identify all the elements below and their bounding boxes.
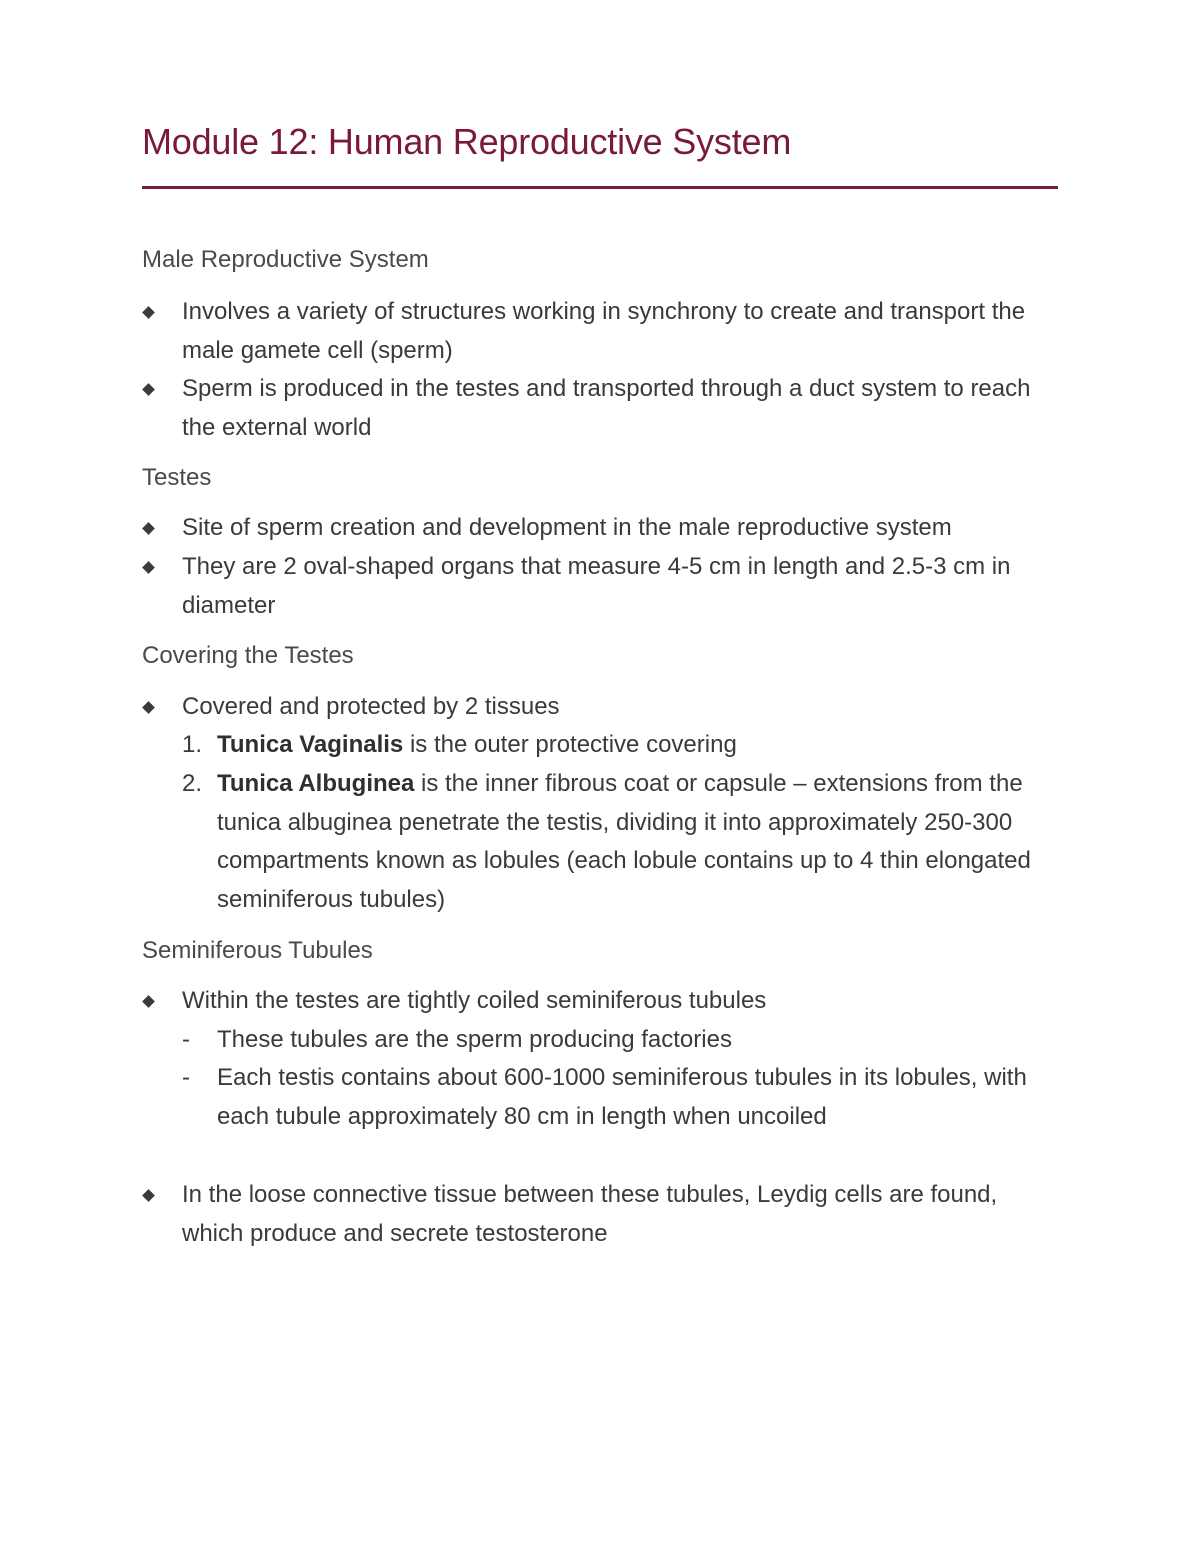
dash-marker: - <box>182 1026 190 1053</box>
dash-item-text: Each testis contains about 600-1000 seminiferous tubules in its lobules, with each tubule approximately 80 cm in length when uncoiled <box>217 1064 1027 1130</box>
list-item-text: In the loose connective tissue between these tubules, Leydig cells are found, which produce and secrete testosterone <box>182 1181 998 1247</box>
dash-item-text: These tubules are the sperm producing factories <box>217 1026 732 1053</box>
section-heading-male-reproductive-system: Male Reproductive System <box>142 246 429 273</box>
section-heading-seminiferous-tubules: Seminiferous Tubules <box>142 937 373 964</box>
bullet-diamond-icon <box>142 306 155 319</box>
bullet-diamond-icon <box>142 522 155 535</box>
section-heading-testes: Testes <box>142 464 212 491</box>
list-number: 2. <box>182 770 203 797</box>
page-title: Module 12: Human Reproductive System <box>142 121 792 162</box>
numbered-item-text <box>217 765 1057 919</box>
bullet-diamond-icon <box>142 701 155 714</box>
numbered-item-text <box>217 726 1057 765</box>
term-description: is the outer protective covering <box>403 731 737 758</box>
section-heading-covering-the-testes: Covering the Testes <box>142 642 354 669</box>
term-description: is the inner fibrous coat or capsule – extensions from the tunica albuginea penetrate the testis, dividing it into approximately 250-300 compartments known as lobules (each lobule contains up to 4 thin elongated seminiferous tubules) <box>217 770 1031 913</box>
bullet-diamond-icon <box>142 995 155 1008</box>
list-item-text: Sperm is produced in the testes and transported through a duct system to reach the external world <box>182 375 1031 441</box>
list-number: 1. <box>182 731 203 758</box>
list-item-text: Covered and protected by 2 tissues <box>182 693 560 720</box>
list-item-text: Within the testes are tightly coiled seminiferous tubules <box>182 987 767 1014</box>
list-item-text: They are 2 oval-shaped organs that measure 4-5 cm in length and 2.5-3 cm in diameter <box>182 553 1011 619</box>
list-item-text: Involves a variety of structures working in synchrony to create and transport the male gamete cell (sperm) <box>182 298 1026 364</box>
term-tunica-vaginalis: Tunica Vaginalis <box>217 731 404 758</box>
bullet-diamond-icon <box>142 561 155 574</box>
bullet-diamond-icon <box>142 383 155 396</box>
bullet-diamond-icon <box>142 1189 155 1202</box>
title-divider <box>142 186 1058 189</box>
term-tunica-albuginea: Tunica Albuginea <box>217 770 415 797</box>
dash-marker: - <box>182 1064 190 1091</box>
list-item-text: Site of sperm creation and development in the male reproductive system <box>182 514 952 541</box>
